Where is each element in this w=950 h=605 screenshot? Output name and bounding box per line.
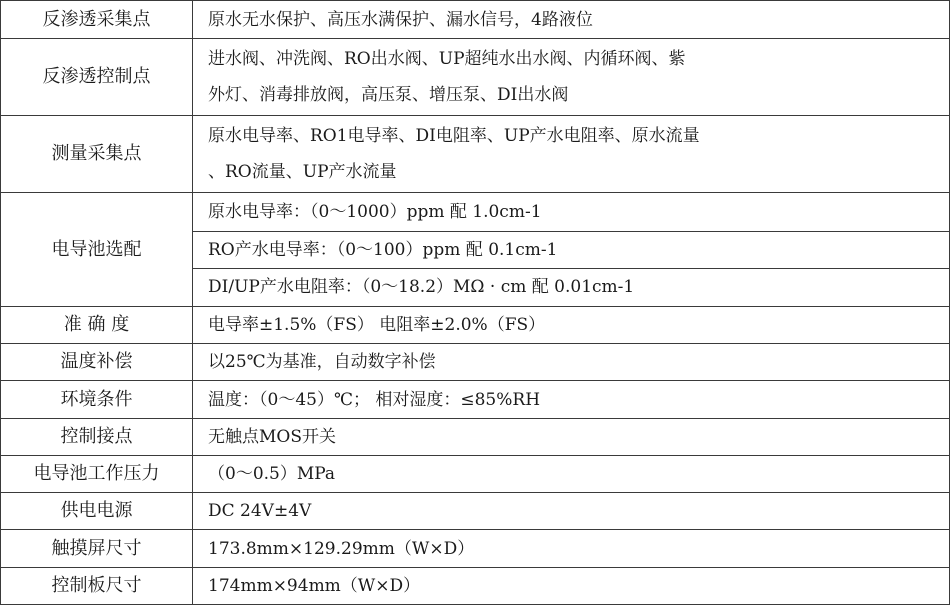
table-row bbox=[1, 455, 950, 492]
row-value bbox=[193, 530, 950, 567]
row-value bbox=[193, 493, 950, 530]
table-row bbox=[1, 344, 950, 381]
table-row bbox=[1, 530, 950, 567]
value-line: 温度：（0～45）℃； 相对湿度：≤85%RH bbox=[208, 389, 541, 410]
row-label: 反渗透采集点 bbox=[1, 1, 193, 39]
row-label: 电导池工作压力 bbox=[1, 455, 193, 492]
value-line: 、RO流量、UP产水流量 bbox=[208, 162, 397, 182]
value-line: 174mm×94mm（W×D） bbox=[208, 575, 421, 596]
row-label: 反渗透控制点 bbox=[1, 39, 193, 116]
row-label: 温度补偿 bbox=[1, 344, 193, 381]
value-line: 原水电导率：（0～1000）ppm 配 1.0cm-1 bbox=[208, 201, 542, 222]
value-line: （0～0.5）MPa bbox=[208, 464, 336, 485]
value-line: 173.8mm×129.29mm（W×D） bbox=[208, 538, 475, 559]
table-row bbox=[1, 567, 950, 604]
value-line: RO产水电导率：（0～100）ppm 配 0.1cm-1 bbox=[208, 239, 558, 260]
row-value bbox=[193, 418, 950, 455]
row-value bbox=[193, 115, 950, 193]
row-label: 准 确 度 bbox=[1, 306, 193, 343]
table-row bbox=[1, 306, 950, 343]
value-line: 外灯、消毒排放阀，高压泵、增压泵、DI出水阀 bbox=[208, 85, 569, 105]
row-value bbox=[193, 344, 950, 381]
table-row bbox=[1, 1, 950, 39]
row-label: 控制板尺寸 bbox=[1, 567, 193, 604]
row-value bbox=[193, 1, 950, 39]
row-value bbox=[193, 455, 950, 492]
value-line: 无触点MOS开关 bbox=[208, 426, 336, 447]
value-line: 原水无水保护、高压水满保护、漏水信号，4路液位 bbox=[208, 9, 593, 30]
row-value bbox=[193, 39, 950, 116]
row-label: 触摸屏尺寸 bbox=[1, 530, 193, 567]
value-line: 进水阀、冲洗阀、RO出水阀、UP超纯水出水阀、内循环阀、紫 bbox=[208, 49, 686, 69]
table-row bbox=[1, 381, 950, 418]
value-line: DI/UP产水电阻率：（0～18.2）MΩ · cm 配 0.01cm-1 bbox=[208, 277, 635, 298]
table-row bbox=[1, 193, 950, 231]
row-value bbox=[193, 567, 950, 604]
table-row bbox=[1, 115, 950, 193]
table-row bbox=[1, 418, 950, 455]
row-value bbox=[193, 381, 950, 418]
value-line: 原水电导率、RO1电导率、DI电阻率、UP产水电阻率、原水流量 bbox=[208, 126, 700, 146]
row-label: 环境条件 bbox=[1, 381, 193, 418]
value-line: 电导率±1.5%（FS） 电阻率±2.0%（FS） bbox=[208, 315, 546, 336]
table-row bbox=[1, 39, 950, 116]
row-label: 供电电源 bbox=[1, 493, 193, 530]
row-label: 测量采集点 bbox=[1, 115, 193, 193]
sub-row-value bbox=[193, 193, 950, 231]
sub-row-value bbox=[193, 231, 950, 268]
value-line: DC 24V±4V bbox=[208, 501, 312, 522]
row-label: 控制接点 bbox=[1, 418, 193, 455]
sub-row-value bbox=[193, 268, 950, 306]
row-value bbox=[193, 306, 950, 343]
row-label: 电导池选配 bbox=[1, 193, 193, 307]
table-row bbox=[1, 493, 950, 530]
value-line: 以25℃为基准，自动数字补偿 bbox=[208, 352, 436, 373]
